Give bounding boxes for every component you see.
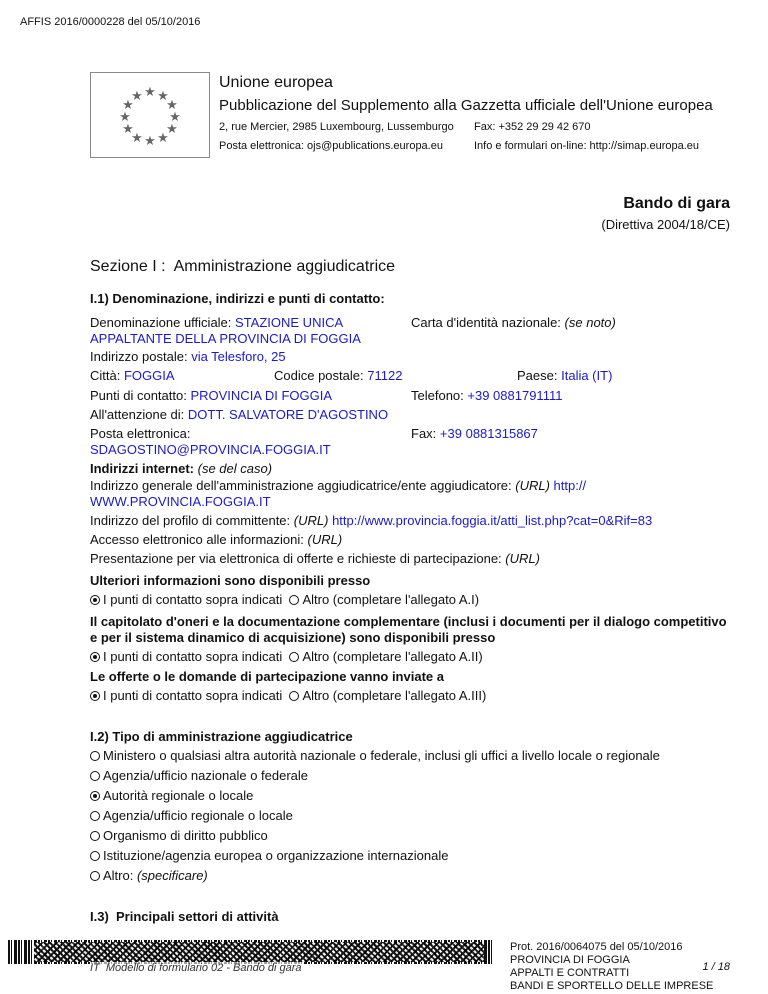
denom-value-2: APPALTANTE DELLA PROVINCIA DI FOGGIA (90, 331, 361, 346)
internet-label: Indirizzi internet: (90, 461, 194, 476)
radio-altro-ai[interactable] (289, 595, 299, 605)
tipo-row (90, 748, 660, 763)
url-note: (URL) (307, 532, 343, 547)
radio-tipo-altro[interactable] (90, 871, 100, 881)
paese-value: Italia (IT) (561, 368, 613, 383)
carta-row (411, 315, 616, 330)
org-name: Unione europea (219, 74, 333, 91)
accesso-row (90, 532, 342, 547)
radio-altro-aii[interactable] (289, 652, 299, 662)
affis-reference: AFFIS 2016/0000228 del 05/10/2016 (20, 16, 201, 28)
tipo-row (90, 768, 308, 783)
indirizzo-row (90, 349, 286, 364)
svg-text:★: ★ (122, 98, 134, 113)
denom-value: STAZIONE UNICA (235, 315, 344, 330)
offerte-options (90, 688, 486, 703)
radio-punti-ai[interactable] (90, 595, 100, 605)
profilo-row (90, 513, 652, 528)
gen-value-2: WWW.PROVINCIA.FOGGIA.IT (90, 494, 271, 509)
capitolato-heading-2: e per il sistema dinamico di acquisizione) sono disponibili presso (90, 630, 496, 645)
citta-row (90, 368, 175, 383)
document-title: Bando di gara (623, 195, 730, 212)
accesso-label: Accesso elettronico alle informazioni: (90, 532, 304, 547)
svg-text:★: ★ (166, 98, 178, 113)
publisher-address: 2, rue Mercier, 2985 Luxembourg, Lussemburgo (219, 121, 454, 133)
gen-row (90, 478, 586, 493)
opt-punti-label: I punti di contatto sopra indicati (103, 592, 283, 607)
barcode (8, 940, 492, 964)
tipo-label: Agenzia/ufficio regionale o locale (103, 808, 293, 823)
radio-punti-aii[interactable] (90, 652, 100, 662)
fax-value: +39 0881315867 (439, 426, 538, 441)
page-number: 1 / 18 (702, 961, 730, 973)
denom-row (90, 315, 343, 330)
url-note: (URL) (505, 551, 540, 566)
svg-text:★: ★ (144, 134, 156, 149)
altro-label: Altro: (103, 868, 134, 883)
capitolato-options (90, 649, 483, 664)
i2-heading: I.2) Tipo di amministrazione aggiudicatrice (90, 729, 353, 744)
prot-line: Prot. 2016/0064075 del 05/10/2016 (510, 941, 683, 953)
paese-row (517, 368, 612, 383)
radio-tipo[interactable] (90, 811, 100, 821)
indirizzo-value: via Telesforo, 25 (191, 349, 286, 364)
attn-value: DOTT. SALVATORE D'AGOSTINO (187, 407, 389, 422)
eu-stars-icon (91, 73, 209, 157)
publication-title: Pubblicazione del Supplemento alla Gazzetta ufficiale dell'Unione europea (219, 97, 713, 114)
svg-text:★: ★ (131, 131, 143, 146)
opt-altro-label: Altro (completare l'allegato A.I) (302, 592, 480, 607)
tipo-row-altro (90, 868, 208, 883)
cap-value: 71122 (367, 368, 403, 383)
punti-value: PROVINCIA DI FOGGIA (190, 388, 333, 403)
carta-label: Carta d'identità nazionale: (411, 315, 561, 330)
indirizzo-label: Indirizzo postale: (90, 349, 188, 364)
carta-note: (se noto) (564, 315, 616, 330)
ulteriori-options (90, 592, 479, 607)
publisher-info: Info e formulari on-line: http://simap.europa.eu (474, 140, 700, 152)
posta-value: SDAGOSTINO@PROVINCIA.FOGGIA.IT (90, 442, 331, 457)
svg-text:★: ★ (144, 85, 156, 100)
eu-flag-logo (90, 72, 210, 158)
radio-tipo[interactable] (90, 771, 100, 781)
radio-tipo[interactable] (90, 851, 100, 861)
denom-label: Denominazione ufficiale: (90, 315, 232, 330)
svg-text:★: ★ (131, 89, 143, 104)
i3-heading: I.3) Principali settori di attività (90, 909, 279, 924)
punti-row (90, 388, 332, 403)
radio-tipo[interactable] (90, 831, 100, 841)
offerte-heading: Le offerte o le domande di partecipazione vanno inviate a (90, 669, 444, 684)
url-note: (URL) (515, 478, 550, 493)
tipo-label: Istituzione/agenzia europea o organizzazione internazionale (103, 848, 449, 863)
gen-value: http:// (553, 478, 587, 493)
cap-row (274, 368, 402, 383)
gen-label: Indirizzo generale dell'amministrazione aggiudicatrice/ente aggiudicatore: (90, 478, 512, 493)
svg-text:★: ★ (157, 89, 169, 104)
profilo-value: http://www.provincia.foggia.it/atti_list.php?cat=0&Rif=83 (332, 513, 653, 528)
tipo-label: Organismo di diritto pubblico (103, 828, 268, 843)
svg-text:★: ★ (122, 122, 134, 137)
svg-text:★: ★ (166, 122, 178, 137)
bandi-line: BANDI E SPORTELLO DELLE IMPRESE (510, 980, 714, 992)
tipo-label: Ministero o qualsiasi altra autorità nazionale o federale, inclusi gli uffici a livello locale o regionale (103, 748, 660, 763)
present-row (90, 551, 540, 566)
fax-label: Fax: (411, 426, 437, 441)
fax-row (411, 426, 538, 441)
capitolato-heading-1: Il capitolato d'oneri e la documentazione complementare (inclusi i documenti per il dialogo competitivo (90, 614, 727, 629)
svg-text:★: ★ (169, 110, 181, 125)
tel-row (411, 388, 562, 403)
tipo-label: Autorità regionale o locale (103, 788, 254, 803)
cap-label: Codice postale: (274, 368, 364, 383)
i1-heading: I.1) Denominazione, indirizzi e punti di contatto: (90, 291, 385, 306)
tipo-row (90, 828, 268, 843)
section-heading: Sezione I : Amministrazione aggiudicatrice (90, 258, 396, 275)
publisher-fax: Fax: +352 29 29 42 670 (474, 121, 591, 133)
internet-note: (se del caso) (197, 461, 273, 476)
citta-label: Città: (90, 368, 121, 383)
publisher-email: Posta elettronica: ojs@publications.europa.eu (219, 140, 443, 152)
tipo-row (90, 788, 253, 803)
radio-punti-aiii[interactable] (90, 691, 100, 701)
barcode-pattern (34, 942, 484, 962)
posta-label: Posta elettronica: (90, 426, 191, 441)
opt-altro-label: Altro (completare l'allegato A.III) (302, 688, 487, 703)
tel-value: +39 0881791111 (467, 388, 563, 403)
paese-label: Paese: (517, 368, 558, 383)
opt-punti-label: I punti di contatto sopra indicati (103, 649, 283, 664)
radio-tipo[interactable] (90, 751, 100, 761)
svg-text:★: ★ (119, 110, 131, 125)
directive: (Direttiva 2004/18/CE) (601, 217, 730, 232)
altro-note: (specificare) (136, 868, 208, 883)
radio-tipo[interactable] (90, 791, 100, 801)
internet-row (90, 461, 272, 476)
tel-label: Telefono: (411, 388, 464, 403)
tipo-row (90, 808, 293, 823)
protocol-stamp (510, 941, 713, 993)
form-model: IT Modello di formulario 02 - Bando di gara (90, 962, 302, 974)
opt-altro-label: Altro (completare l'allegato A.II) (302, 649, 483, 664)
tipo-label: Agenzia/ufficio nazionale o federale (103, 768, 309, 783)
opt-punti-label: I punti di contatto sopra indicati (103, 688, 283, 703)
tipo-row (90, 848, 448, 863)
attn-row (90, 407, 388, 422)
radio-altro-aiii[interactable] (289, 691, 299, 701)
url-note: (URL) (293, 513, 329, 528)
profilo-label: Indirizzo del profilo di committente: (90, 513, 291, 528)
svg-text:★: ★ (157, 131, 169, 146)
present-label: Presentazione per via elettronica di offerte e richieste di partecipazione: (90, 551, 502, 566)
citta-value: FOGGIA (123, 368, 175, 383)
prov-line: PROVINCIA DI FOGGIA (510, 954, 630, 966)
ulteriori-heading: Ulteriori informazioni sono disponibili presso (90, 573, 371, 588)
appalti-line: APPALTI E CONTRATTI (510, 967, 630, 979)
attn-label: All'attenzione di: (90, 407, 185, 422)
punti-label: Punti di contatto: (90, 388, 187, 403)
